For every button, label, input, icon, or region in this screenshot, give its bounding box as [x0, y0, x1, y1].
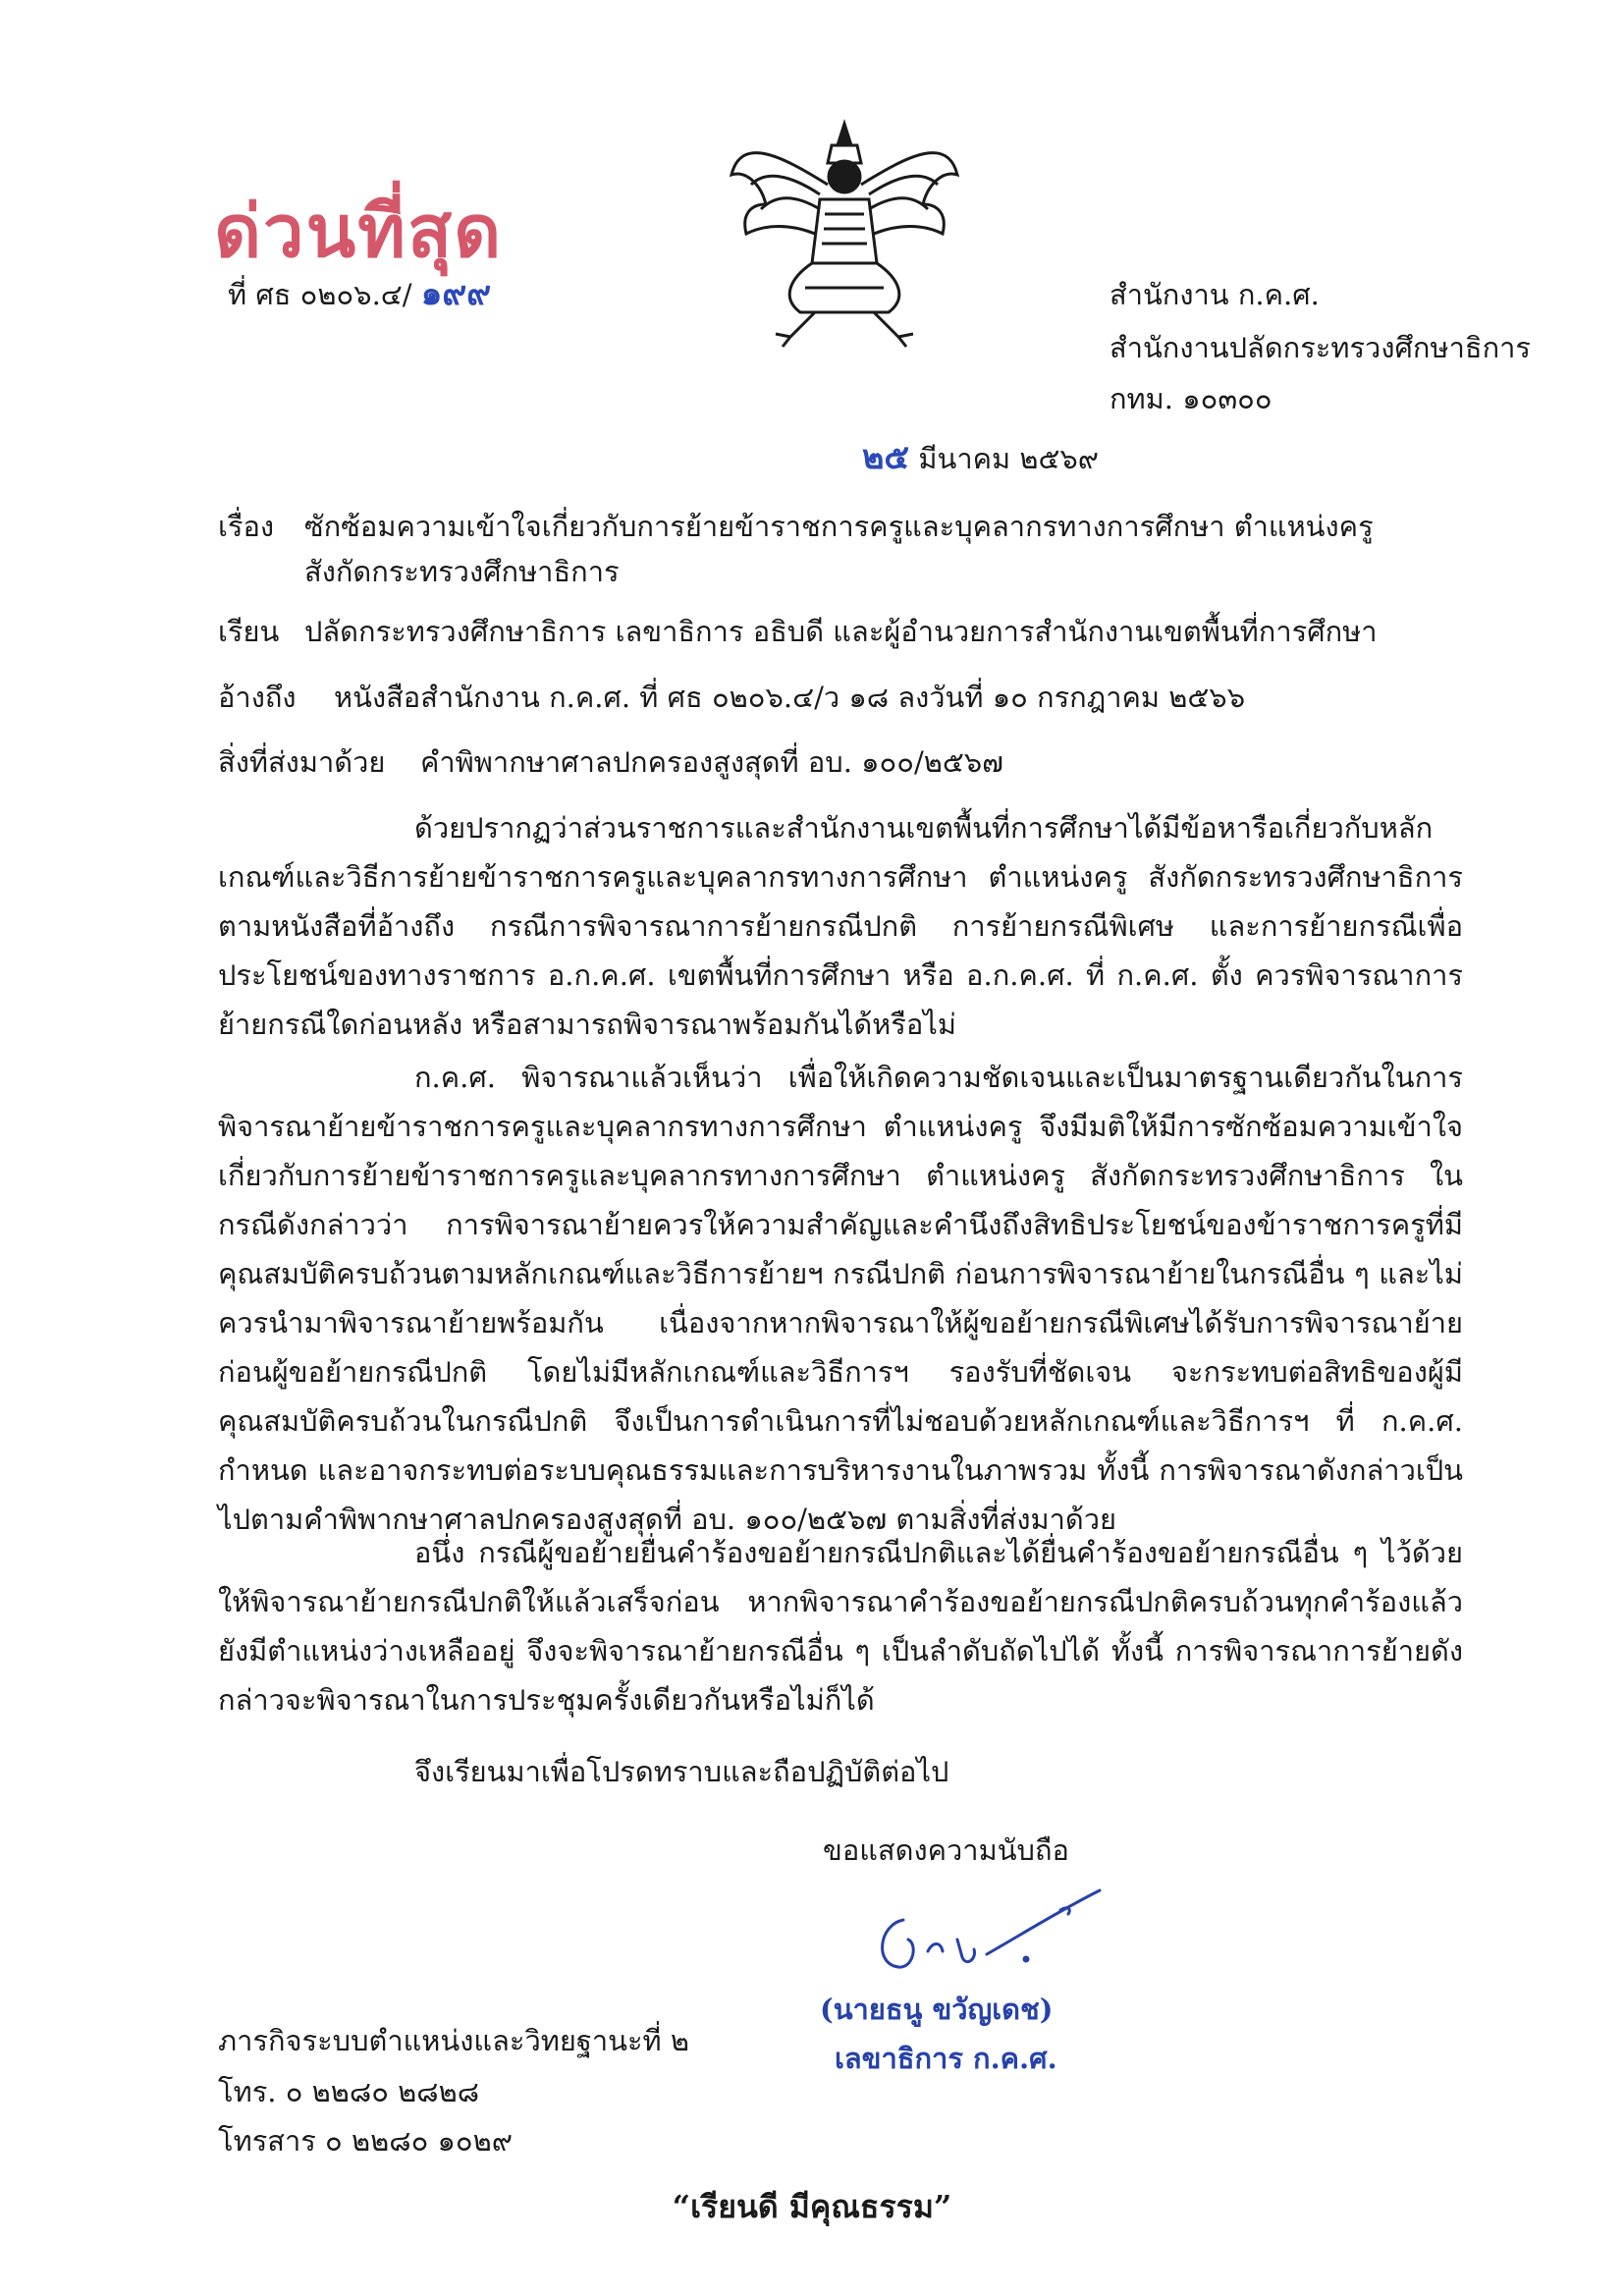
- reference-label: อ้างถึง: [218, 681, 297, 714]
- garuda-emblem: [722, 116, 967, 352]
- recipient-text: ปลัดกระทรวงศึกษาธิการ เลขาธิการ อธิบดี และผู้อำนวยการสำนักงานเขตพื้นที่การศึกษา: [304, 615, 1378, 648]
- date-month-year: มีนาคม ๒๕๖๙: [918, 442, 1100, 475]
- signatory-title: เลขาธิการ ก.ค.ศ.: [835, 2042, 1057, 2075]
- body-paragraph-2: ก.ค.ศ. พิจารณาแล้วเห็นว่า เพื่อให้เกิดความชัดเจนและเป็นมาตรฐานเดียวกันในการพิจารณาย้ายข้าราชการครูและบุคลากรทางการศึกษา ตำแหน่งครู จึงมีมติให้มีการซักซ้อมความเข้าใจเกี่ยวกับการย้ายข้าราชการครูและบุคลากรทางการศึกษา ตำแหน่งครู สังกัดกระทรวงศึกษาธิการ ในกรณีดังกล่าวว่า การพิจารณาย้ายควรให้ความสำคัญและคำนึงถึงสิทธิประโยชน์ของข้าราชการครูที่มีคุณสมบัติครบถ้วนตามหลักเกณฑ์และวิธีการย้ายฯ กรณีปกติ ก่อนการพิจารณาย้ายในกรณีอื่น ๆ และไม่ควรนำมาพิจารณาย้ายพร้อมกัน เนื่องจากหากพิจารณาให้ผู้ขอย้ายกรณีพิเศษได้รับการพิจารณาย้ายก่อนผู้ขอย้ายกรณีปกติ โดยไม่มีหลักเกณฑ์และวิธีการฯ รองรับที่ชัดเจน จะกระทบต่อสิทธิของผู้มีคุณสมบัติครบถ้วนในกรณีปกติ จึงเป็นการดำเนินการที่ไม่ชอบด้วยหลักเกณฑ์และวิธีการฯ ที่ ก.ค.ศ. กำหนด และอาจกระทบต่อระบบคุณธรรมและการบริหารงานในภาพรวม ทั้งนี้ การพิจารณาดังกล่าวเป็นไปตามคำพิพากษาศาลปกครองสูงสุดที่ อบ. ๑๐๐/๒๕๖๗ ตามสิ่งที่ส่งมาด้วย: [218, 1061, 1463, 1536]
- signatory-name: (นายธนู ขวัญเดช): [820, 1993, 1054, 2026]
- subject-line-1: ซักซ้อมความเข้าใจเกี่ยวกับการย้ายข้าราชการครูและบุคลากรทางการศึกษา ตำแหน่งครู: [304, 510, 1374, 543]
- subject-label: เรื่อง: [218, 510, 275, 543]
- date-line: [862, 434, 1099, 482]
- salutation: ขอแสดงความนับถือ: [823, 1833, 1069, 1867]
- body-paragraph-1: ด้วยปรากฏว่าส่วนราชการและสำนักงานเขตพื้นที่การศึกษาได้มีข้อหารือเกี่ยวกับหลักเกณฑ์และวิธีการย้ายข้าราชการครูและบุคลากรทางการศึกษา ตำแหน่งครู สังกัดกระทรวงศึกษาธิการ ตามหนังสือที่อ้างถึง กรณีการพิจารณาการย้ายกรณีปกติ การย้ายกรณีพิเศษ และการย้ายกรณีเพื่อประโยชน์ของทางราชการ อ.ก.ค.ศ. เขตพื้นที่การศึกษา หรือ อ.ก.ค.ศ. ที่ ก.ค.ศ. ตั้ง ควรพิจารณาการย้ายกรณีใดก่อนหลัง หรือสามารถพิจารณาพร้อมกันได้หรือไม่: [218, 811, 1463, 1041]
- org-line-3: กทม. ๑๐๓๐๐: [1110, 382, 1272, 415]
- motto: “เรียนดี มีคุณธรรม”: [672, 2188, 952, 2225]
- enclosure-text: คำพิพากษาศาลปกครองสูงสุดที่ อบ. ๑๐๐/๒๕๖๗: [420, 745, 1003, 779]
- urgency-stamp: ด่วนที่สุด: [214, 190, 504, 274]
- subject-line-2: สังกัดกระทรวงศึกษาธิการ: [304, 555, 620, 588]
- org-line-1: สำนักงาน ก.ค.ศ.: [1110, 278, 1320, 311]
- body-paragraph-3: อนึ่ง กรณีผู้ขอย้ายยื่นคำร้องขอย้ายกรณีปกติและได้ยื่นคำร้องขอย้ายกรณีอื่น ๆ ไว้ด้วย ให้พิจารณาย้ายกรณีปกติให้แล้วเสร็จก่อน หากพิจารณาคำร้องขอย้ายกรณีปกติครบถ้วนทุกคำร้องแล้ว ยังมีตำแหน่งว่างเหลืออยู่ จึงจะพิจารณาย้ายกรณีอื่น ๆ เป็นลำดับถัดไปได้ ทั้งนี้ การพิจารณาการย้ายดังกล่าวจะพิจารณาในการประชุมครั้งเดียวกันหรือไม่ก็ได้: [218, 1536, 1463, 1717]
- contact-line-3: โทรสาร ๐ ๒๒๘๐ ๑๐๒๙: [218, 2124, 513, 2158]
- handwritten-signature: [864, 1881, 1110, 1989]
- org-line-2: สำนักงานปลัดกระทรวงศึกษาธิการ: [1110, 331, 1531, 364]
- date-day: ๒๕: [862, 438, 910, 477]
- contact-line-2: โทร. ๐ ๒๒๘๐ ๒๘๒๘: [218, 2075, 480, 2108]
- closing-line: จึงเรียนมาเพื่อโปรดทราบและถือปฏิบัติต่อไป: [414, 1755, 949, 1788]
- ref-prefix: ที่ ศธ ๐๒๐๖.๔/: [228, 278, 412, 311]
- recipient-label: เรียน: [218, 615, 280, 648]
- reference-text: หนังสือสำนักงาน ก.ค.ศ. ที่ ศธ ๐๒๐๖.๔/ว ๑๘ ลงวันที่ ๑๐ กรกฎาคม ๒๕๖๖: [334, 681, 1246, 714]
- enclosure-label: สิ่งที่ส่งมาด้วย: [218, 745, 386, 779]
- contact-line-1: ภารกิจระบบตำแหน่งและวิทยฐานะที่ ๒: [218, 2024, 689, 2057]
- ref-number-line: [228, 270, 491, 318]
- ref-number: ๑๙๙: [420, 274, 492, 313]
